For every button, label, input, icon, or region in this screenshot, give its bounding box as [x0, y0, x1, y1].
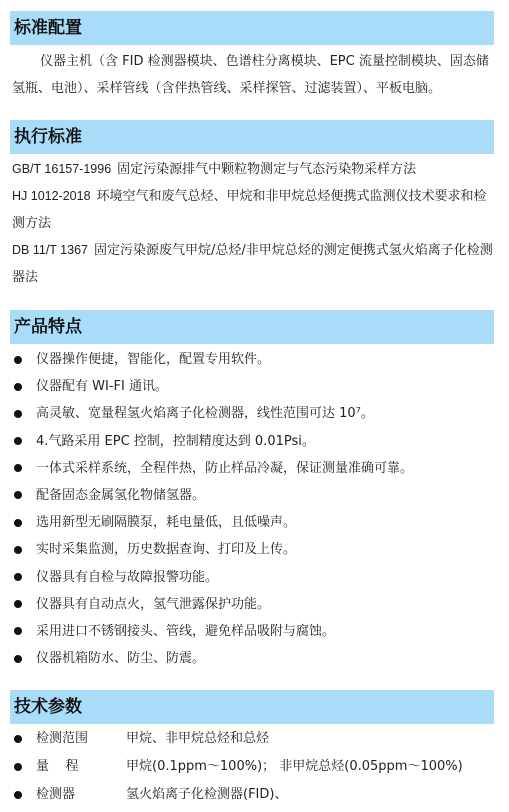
feature-text: 仪器具有自检与故障报警功能。 [36, 569, 219, 585]
param-row [12, 725, 494, 753]
param-key: 检测范围 [36, 731, 89, 746]
bullet-icon [14, 464, 22, 472]
standard-item [12, 183, 494, 237]
section-header-features: 产品特点 [10, 310, 494, 344]
param-key: 检测器 [36, 787, 76, 802]
param-key: 量 程 [36, 759, 79, 774]
standard-text: 固定污染源废气甲烷/总烃/非甲烷总烃的测定便携式氢火焰离子化检测器法 [12, 243, 493, 285]
feature-list [12, 346, 494, 672]
list-item [12, 564, 494, 591]
list-item [12, 591, 494, 618]
list-item [12, 373, 494, 400]
standard-text: 固定污染源排气中颗粒物测定与气态污染物采样方法 [117, 162, 417, 177]
bullet-icon [14, 437, 22, 445]
bullet-icon [14, 519, 22, 527]
bullet-icon [14, 655, 22, 663]
param-value: 甲烷(0.1ppm～100%)； 非甲烷总烃(0.05ppm～100%) [126, 759, 463, 774]
list-item [12, 645, 494, 672]
bullet-icon [14, 491, 22, 499]
bullet-icon [14, 763, 22, 771]
bullet-icon [14, 356, 22, 364]
standard-code: HJ 1012-2018 [12, 189, 91, 203]
param-value: 氢火焰离子化检测器(FID)、 [126, 787, 288, 802]
feature-text: 仪器配有 WI-FI 通讯。 [36, 379, 168, 395]
standard-item [12, 156, 494, 183]
list-item [12, 428, 494, 455]
section-header-standards: 执行标准 [10, 120, 494, 154]
bullet-icon [14, 573, 22, 581]
bullet-icon [14, 546, 22, 554]
param-row [12, 753, 494, 781]
bullet-icon [14, 735, 22, 743]
bullet-icon [14, 600, 22, 608]
feature-text: 选用新型无刷隔膜泵，耗电量低，且低噪声。 [36, 515, 297, 531]
section-header-config: 标准配置 [10, 11, 494, 45]
list-item [12, 618, 494, 645]
feature-text: 仪器操作便捷，智能化，配置专用软件。 [36, 352, 271, 367]
config-text: 仪器主机（含 FID 检测器模块、色谱柱分离模块、EPC 流量控制模块、固态储氢瓶、电池）、采样管线（含伴热管线、采样探管、过滤装置）、平板电脑。 [12, 54, 489, 96]
bullet-icon [14, 383, 22, 391]
list-item [12, 455, 494, 482]
standard-code: DB 11/T 1367 [12, 243, 88, 257]
feature-text: 仪器具有自动点火，氢气泄露保护功能。 [36, 596, 271, 612]
feature-text: 采用进口不锈钢接头、管线，避免样品吸附与腐蚀。 [36, 623, 336, 639]
feature-text: 高灵敏、宽量程氢火焰离子化检测器，线性范围可达 10⁷。 [36, 406, 374, 422]
list-item [12, 536, 494, 563]
standard-item [12, 237, 494, 291]
param-value: 甲烷、非甲烷总烃和总烃 [126, 731, 270, 746]
param-row [12, 781, 494, 809]
bullet-icon [14, 791, 22, 799]
standard-text: 环境空气和废气总烃、甲烷和非甲烷总烃便携式监测仪技术要求和检测方法 [12, 189, 487, 231]
bullet-icon [14, 410, 22, 418]
feature-text: 实时采集监测，历史数据查询、打印及上传。 [36, 542, 297, 558]
standard-code: GB/T 16157-1996 [12, 162, 112, 176]
feature-text: 仪器机箱防水、防尘、防震。 [36, 651, 206, 667]
feature-text: 一体式采样系统，全程伴热，防止样品冷凝，保证测量准确可靠。 [36, 460, 414, 476]
feature-text: 配备固态金属氢化物储氢器。 [36, 487, 206, 503]
param-list [12, 725, 494, 809]
bullet-icon [14, 627, 22, 635]
feature-text: 4.气路采用 EPC 控制，控制精度达到 0.01Psi。 [36, 433, 315, 449]
list-item [12, 346, 494, 373]
list-item [12, 509, 494, 536]
list-item [12, 482, 494, 509]
list-item [12, 400, 494, 427]
section-header-params: 技术参数 [10, 690, 494, 724]
